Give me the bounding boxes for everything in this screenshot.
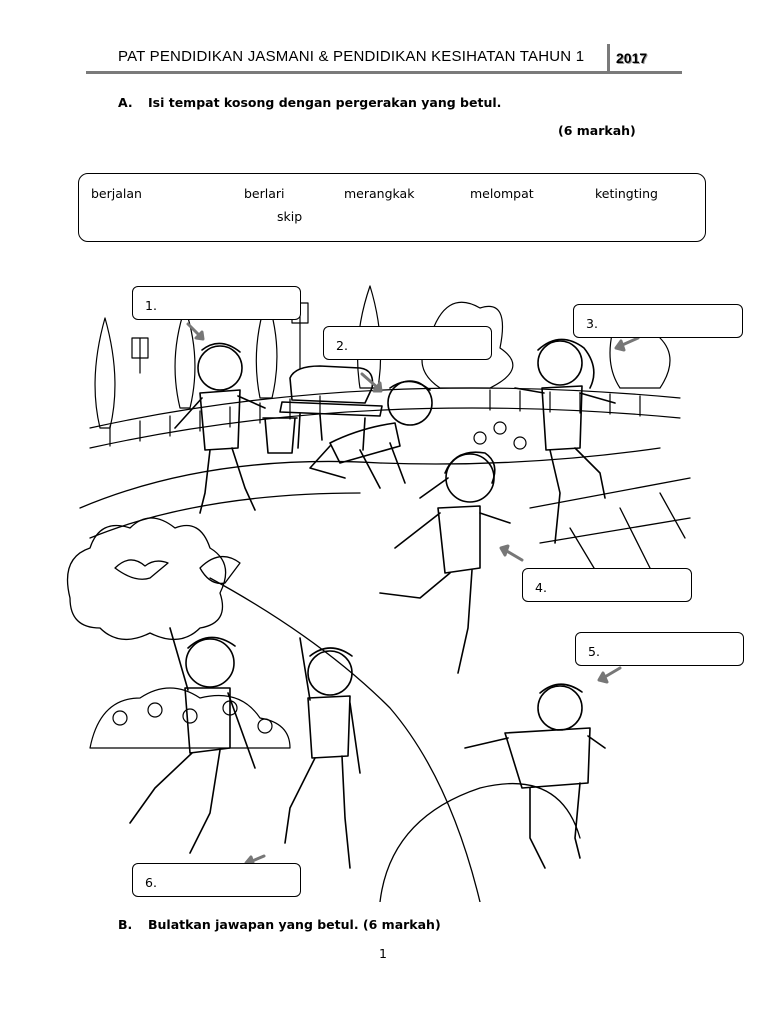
header-year: 2017 xyxy=(616,50,648,66)
section-b-heading xyxy=(118,917,441,932)
child-running xyxy=(380,452,510,673)
word-melompat: melompat xyxy=(470,186,534,201)
child-skipping xyxy=(515,339,615,543)
answer-box-5-label: 5. xyxy=(588,644,600,659)
word-berlari: berlari xyxy=(244,186,285,201)
section-a-number: A. xyxy=(118,95,133,110)
section-a-marks: (6 markah) xyxy=(558,123,636,138)
answer-box-2-label: 2. xyxy=(336,338,348,353)
answer-box-1-label: 1. xyxy=(145,298,157,313)
word-skip: skip xyxy=(277,209,303,224)
child-waving xyxy=(285,638,360,868)
header-title: PAT PENDIDIKAN JASMANI & PENDIDIKAN KESIHATAN TAHUN 1 xyxy=(118,48,585,65)
trash-bin xyxy=(263,418,297,453)
child-walking xyxy=(175,343,265,513)
section-b-number: B. xyxy=(118,917,133,932)
ground-paths xyxy=(80,448,690,902)
answer-box-2[interactable] xyxy=(323,326,492,360)
answer-box-1[interactable] xyxy=(132,286,301,320)
section-a-instruction: Isi tempat kosong dengan pergerakan yang betul. xyxy=(148,95,502,110)
word-merangkak: merangkak xyxy=(344,186,415,201)
page-number: 1 xyxy=(379,946,387,961)
answer-box-5[interactable] xyxy=(575,632,744,666)
answer-box-6-label: 6. xyxy=(145,875,157,890)
header-rule xyxy=(86,71,682,74)
header-separator xyxy=(607,44,610,72)
section-b-instruction: Bulatkan jawapan yang betul. (6 markah) xyxy=(148,917,441,932)
word-bank xyxy=(78,173,706,242)
child-crawling xyxy=(310,381,432,488)
answer-box-6[interactable] xyxy=(132,863,301,897)
word-ketingting: ketingting xyxy=(595,186,658,201)
answer-box-3-label: 3. xyxy=(586,316,598,331)
word-berjalan: berjalan xyxy=(91,186,142,201)
answer-box-4[interactable] xyxy=(522,568,692,602)
answer-box-3[interactable] xyxy=(573,304,743,338)
child-hopping xyxy=(130,628,255,853)
child-jumping xyxy=(465,684,605,868)
section-a-heading xyxy=(118,95,501,110)
answer-box-4-label: 4. xyxy=(535,580,547,595)
